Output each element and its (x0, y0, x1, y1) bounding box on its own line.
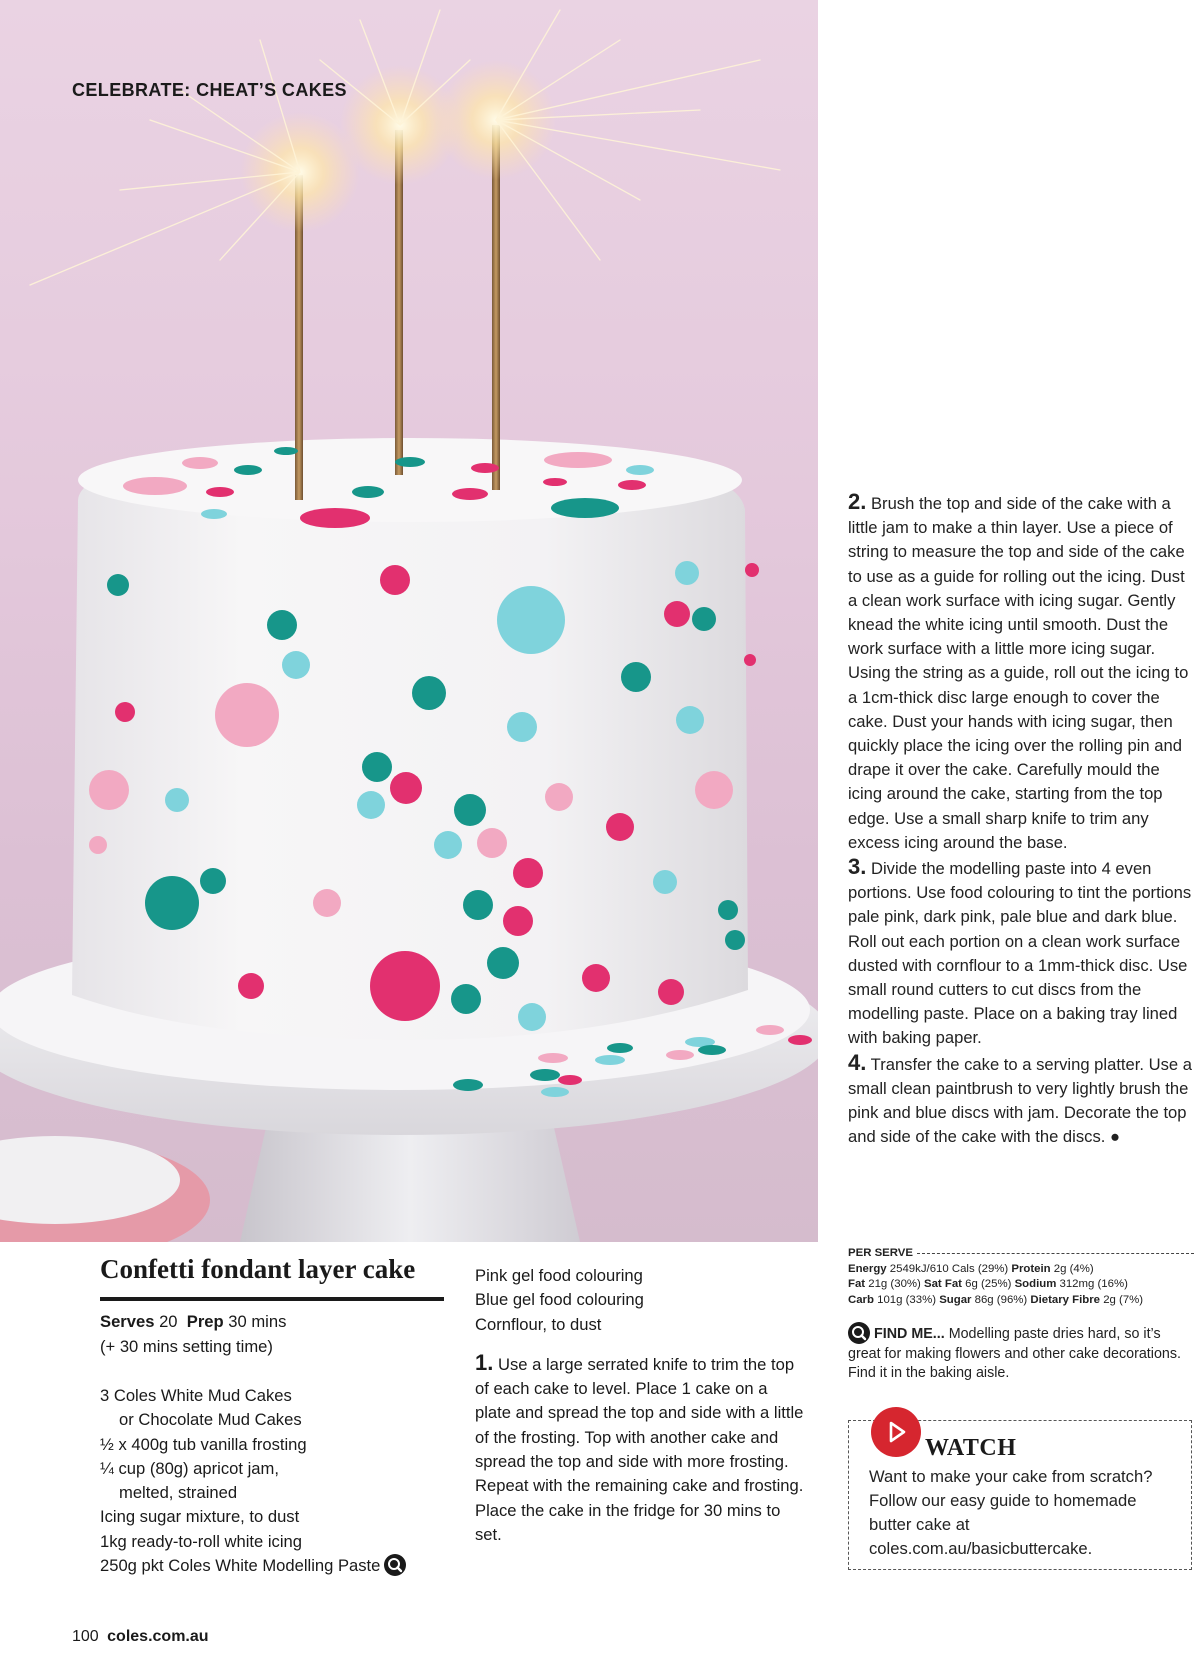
find-me-icon (384, 1554, 406, 1576)
recipe-title: Confetti fondant layer cake (100, 1254, 444, 1301)
step-number: 4. (848, 1049, 867, 1075)
dashed-rule (917, 1253, 1194, 1254)
ingredient-item: 1kg ready-to-roll white icing (100, 1531, 302, 1551)
step-text: Use a large serrated knife to trim the top of each cake to level. Place 1 cake on a plate and spread the top and side with a little of the frosting. Top with another cake and spread the top and side with more frosting. Repeat with the remaining cake and frosting. Place the cake in the fridge for 30 mins to set. (475, 1354, 804, 1544)
step-text: Transfer the cake to a serving platter. Use a small clean paintbrush to very lightly brush the pink and blue discs with jam. Decorate the top and side of the cake with the discs. (848, 1054, 1192, 1147)
watch-text: Want to make your cake from scratch? Follow our easy guide to homemade butter cake at coles.com.au/basicbuttercake. (869, 1467, 1153, 1558)
method-middle-column (475, 1264, 805, 1547)
cake-body (72, 441, 748, 1040)
ingredient-item: Blue gel food colouring (475, 1290, 644, 1310)
step-2 (848, 490, 1193, 855)
serves-value: 20 (159, 1312, 178, 1331)
end-mark: ● (1109, 1127, 1121, 1147)
step-1 (475, 1351, 805, 1547)
nutrition-header: PER SERVE (848, 1246, 1194, 1262)
ingredient-item: Pink gel food colouring (475, 1266, 643, 1285)
ingredient-item: 3 Coles White Mud Cakes or Chocolate Mud Cakes (100, 1386, 302, 1430)
find-me-note (848, 1322, 1194, 1384)
find-me-label: FIND ME... (874, 1326, 945, 1342)
nutrition-panel (848, 1246, 1194, 1308)
ingredient-item: ½ x 400g tub vanilla frosting (100, 1434, 307, 1454)
step-text: Brush the top and side of the cake with a little jam to make a thin layer. Use a piece of string to measure the top and side of the cake to use as a guide for rolling out the icing. Dust a clean work surface with icing sugar. Gently knead the white icing until smooth. Dust the work surface with a little more icing sugar. Using the string as a guide, roll out the icing to a 1cm-thick disc large enough to cover the cake. Dust your hands with icing sugar, then quickly place the icing over the rolling pin and drape it over the cake. Carefully mould the icing around the cake, starting from the top edge. Use a small sharp knife to trim any excess icing around the base. (848, 494, 1189, 852)
nutrition-line: Carb 101g (33%) Sugar 86g (96%) Dietary Fibre 2g (7%) (848, 1293, 1144, 1306)
step-number: 2. (848, 489, 867, 514)
play-icon[interactable] (871, 1407, 921, 1457)
setting-time: (+ 30 mins setting time) (100, 1336, 273, 1356)
page-number: 100 (72, 1628, 99, 1645)
page-footer (72, 1628, 209, 1646)
section-tag: CELEBRATE: CHEAT’S CAKES (72, 80, 347, 100)
ingredient-item: Icing sugar mixture, to dust (100, 1507, 300, 1527)
recipe-meta (100, 1310, 450, 1359)
ingredient-item: ¼ cup (80g) apricot jam, melted, strained (100, 1458, 279, 1503)
step-text: Divide the modelling paste into 4 even portions. Use food colouring to tint the portions pale pink, dark pink, pale blue and dark blue. Roll out each portion on a clean work surface dusted with cornflour to a 1mm-thick disc. Use small round cutters to cut discs from the modelling paste. Place on a baking tray lined with baking paper. (848, 859, 1192, 1048)
ingredient-item: 250g pkt Coles White Modelling Paste (100, 1554, 455, 1578)
ingredient-item: Cornflour, to dust (475, 1314, 602, 1334)
step-number: 1. (475, 1349, 494, 1375)
prep-value: 30 mins (228, 1312, 287, 1331)
method-right-column (848, 490, 1193, 1149)
watch-title: WATCH (925, 1435, 1017, 1461)
step-4 (848, 1051, 1193, 1150)
step-3 (848, 855, 1193, 1051)
step-number: 3. (848, 854, 867, 880)
serves-label: Serves (100, 1312, 155, 1331)
prep-label: Prep (186, 1312, 224, 1331)
extra-ingredients (475, 1264, 805, 1337)
nutrition-line: Fat 21g (30%) Sat Fat 6g (25%) Sodium 312mg (16%) (848, 1278, 1128, 1291)
find-me-text: Modelling paste dries hard, so it’s great for making flowers and other cake decorations. Find it in the baking aisle. (848, 1326, 1181, 1381)
site-link[interactable]: coles.com.au (107, 1628, 209, 1645)
watch-box[interactable] (848, 1420, 1192, 1570)
nutrition-line: Energy 2549kJ/610 Cals (29%) Protein 2g (4%) (848, 1262, 1094, 1275)
ingredient-list (100, 1384, 455, 1578)
find-me-icon (848, 1322, 870, 1344)
